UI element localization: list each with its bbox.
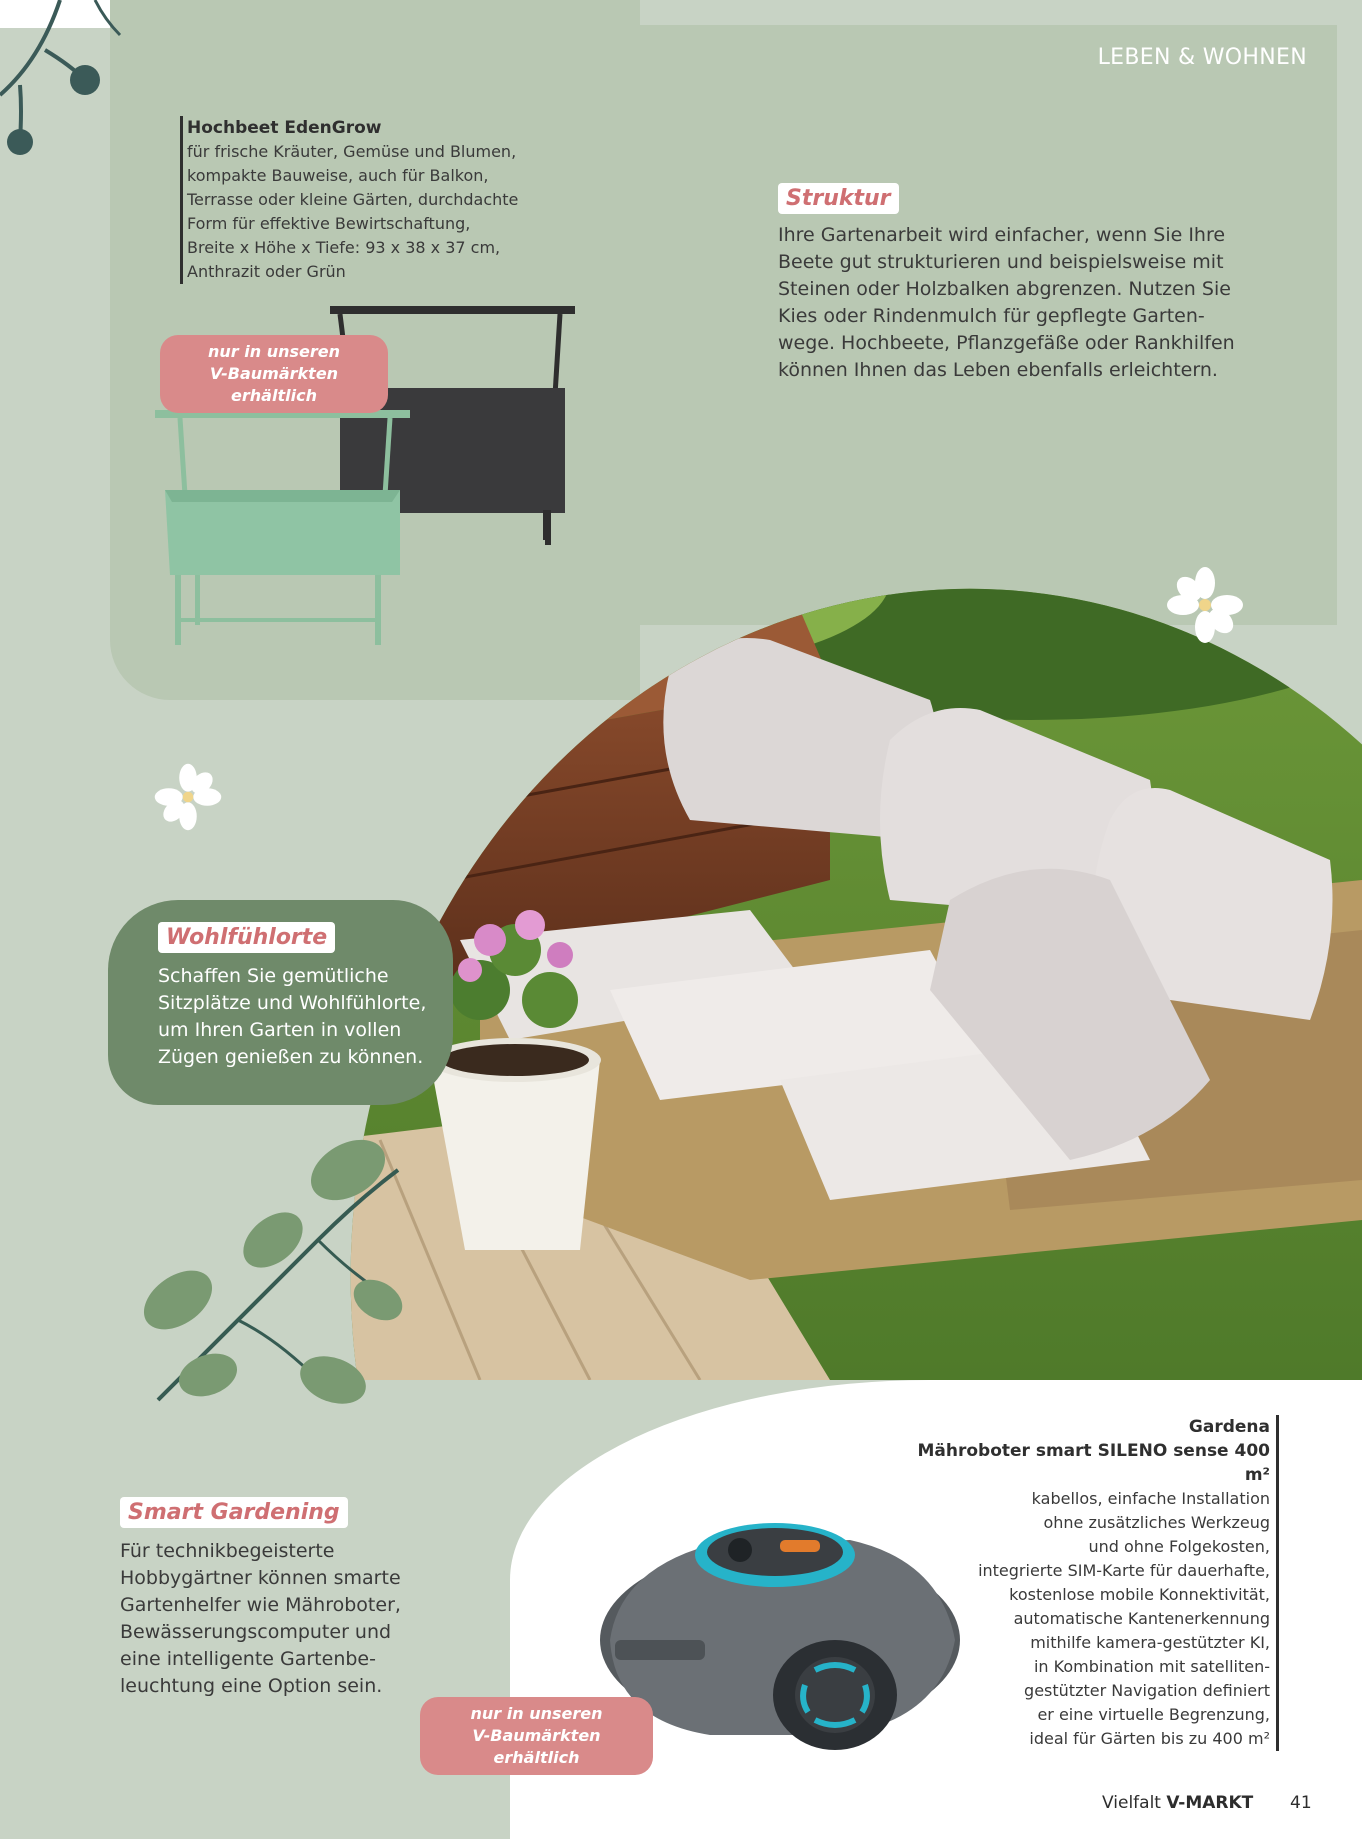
availability-badge-hochbeet <box>160 335 388 413</box>
smart-gardening-line-2: Hobbygärtner können smarte <box>120 1567 401 1589</box>
leaf-branch-decoration <box>118 1130 408 1430</box>
struktur-line-2: Beete gut strukturieren und beispielsweise mit <box>778 251 1224 273</box>
struktur-heading: Struktur <box>778 183 899 214</box>
product-hochbeet-line-6: Anthrazit oder Grün <box>187 262 346 281</box>
struktur-line-3: Steinen oder Holzbalken abgrenzen. Nutzen Sie <box>778 278 1231 300</box>
struktur-line-5: wege. Hochbeete, Pflanzgefäße oder Rankhilfen <box>778 332 1235 354</box>
branch-decoration-top <box>0 0 140 170</box>
product-mower-line-10: er eine virtuelle Begrenzung, <box>1037 1705 1270 1724</box>
product-hochbeet-line-3: Terrasse oder kleine Gärten, durchdachte <box>187 190 519 209</box>
product-mower-line-3: und ohne Folgekosten, <box>1088 1537 1270 1556</box>
product-mower-line-9: gestützter Navigation definiert <box>1024 1681 1270 1700</box>
wohlfuehlorte-line-2: Sitzplätze und Wohlfühlorte, <box>158 992 427 1014</box>
product-mower-line-8: in Kombination mit satelliten- <box>1033 1657 1270 1676</box>
product-hochbeet-title: Hochbeet EdenGrow <box>187 118 382 138</box>
product-hochbeet-line-2: kompakte Bauweise, auch für Balkon, <box>187 166 489 185</box>
product-mower-brand: Gardena <box>1188 1417 1270 1437</box>
wohlfuehlorte-heading: Wohlfühlorte <box>158 922 335 953</box>
struktur-line-1: Ihre Gartenarbeit wird einfacher, wenn Sie Ihre <box>778 224 1226 246</box>
wohlfuehlorte-line-3: um Ihren Garten in vollen <box>158 1019 402 1041</box>
wohlfuehlorte-line-4: Zügen genießen zu können. <box>158 1046 424 1068</box>
product-mower-line-6: automatische Kantenerkennung <box>1013 1609 1270 1628</box>
daisy-icon <box>1165 565 1245 645</box>
availability-badge-mower <box>420 1697 653 1775</box>
smart-gardening-section <box>120 1497 450 1700</box>
struktur-line-4: Kies oder Rindenmulch für gepflegte Garten- <box>778 305 1205 327</box>
badge-line-2: V-Baumärkten erhältlich <box>472 1726 601 1767</box>
product-hochbeet-line-4: Form für effektive Bewirtschaftung, <box>187 214 471 233</box>
smart-gardening-line-1: Für technikbegeisterte <box>120 1540 335 1562</box>
badge-line-1: nur in unseren <box>470 1704 603 1723</box>
product-mower-line-4: integrierte SIM-Karte für dauerhafte, <box>978 1561 1270 1580</box>
product-mower-line-2: ohne zusätzliches Werkzeug <box>1043 1513 1270 1532</box>
page-number: 41 <box>1290 1793 1312 1813</box>
daisy-icon-small <box>153 762 223 832</box>
smart-gardening-line-3: Gartenhelfer wie Mähroboter, <box>120 1594 401 1616</box>
badge-line-1: nur in unseren <box>208 342 340 361</box>
struktur-section <box>778 183 1248 384</box>
smart-gardening-line-4: Bewässerungscomputer und <box>120 1621 392 1643</box>
product-mower-line-1: kabellos, einfache Installation <box>1031 1489 1270 1508</box>
footer-brand-name: V-MARKT <box>1166 1793 1254 1813</box>
smart-gardening-line-6: leuchtung eine Option sein. <box>120 1675 383 1697</box>
product-mower-line-5: kostenlose mobile Konnektivität, <box>1009 1585 1270 1604</box>
smart-gardening-line-5: eine intelligente Gartenbe- <box>120 1648 376 1670</box>
product-mower-info <box>900 1415 1279 1751</box>
product-mower-line-11: ideal für Gärten bis zu 400 m² <box>1029 1729 1270 1748</box>
smart-gardening-heading: Smart Gardening <box>120 1497 348 1528</box>
product-mower-title: Mähroboter smart SILENO sense 400 m² <box>917 1441 1270 1485</box>
product-mower-line-7: mithilfe kamera-gestützter KI, <box>1030 1633 1270 1652</box>
wohlfuehlorte-section <box>158 922 458 1071</box>
section-label: LEBEN & WOHNEN <box>1097 45 1307 70</box>
product-hochbeet-info <box>180 116 567 284</box>
badge-line-2: V-Baumärkten erhältlich <box>209 364 339 405</box>
struktur-line-6: können Ihnen das Leben ebenfalls erleichtern. <box>778 359 1218 381</box>
product-hochbeet-line-1: für frische Kräuter, Gemüse und Blumen, <box>187 142 517 161</box>
footer-brand <box>1102 1793 1253 1813</box>
wohlfuehlorte-line-1: Schaffen Sie gemütliche <box>158 965 389 987</box>
footer-brand-prefix: Vielfalt <box>1102 1793 1167 1813</box>
product-hochbeet-line-5: Breite x Höhe x Tiefe: 93 x 38 x 37 cm, <box>187 238 501 257</box>
